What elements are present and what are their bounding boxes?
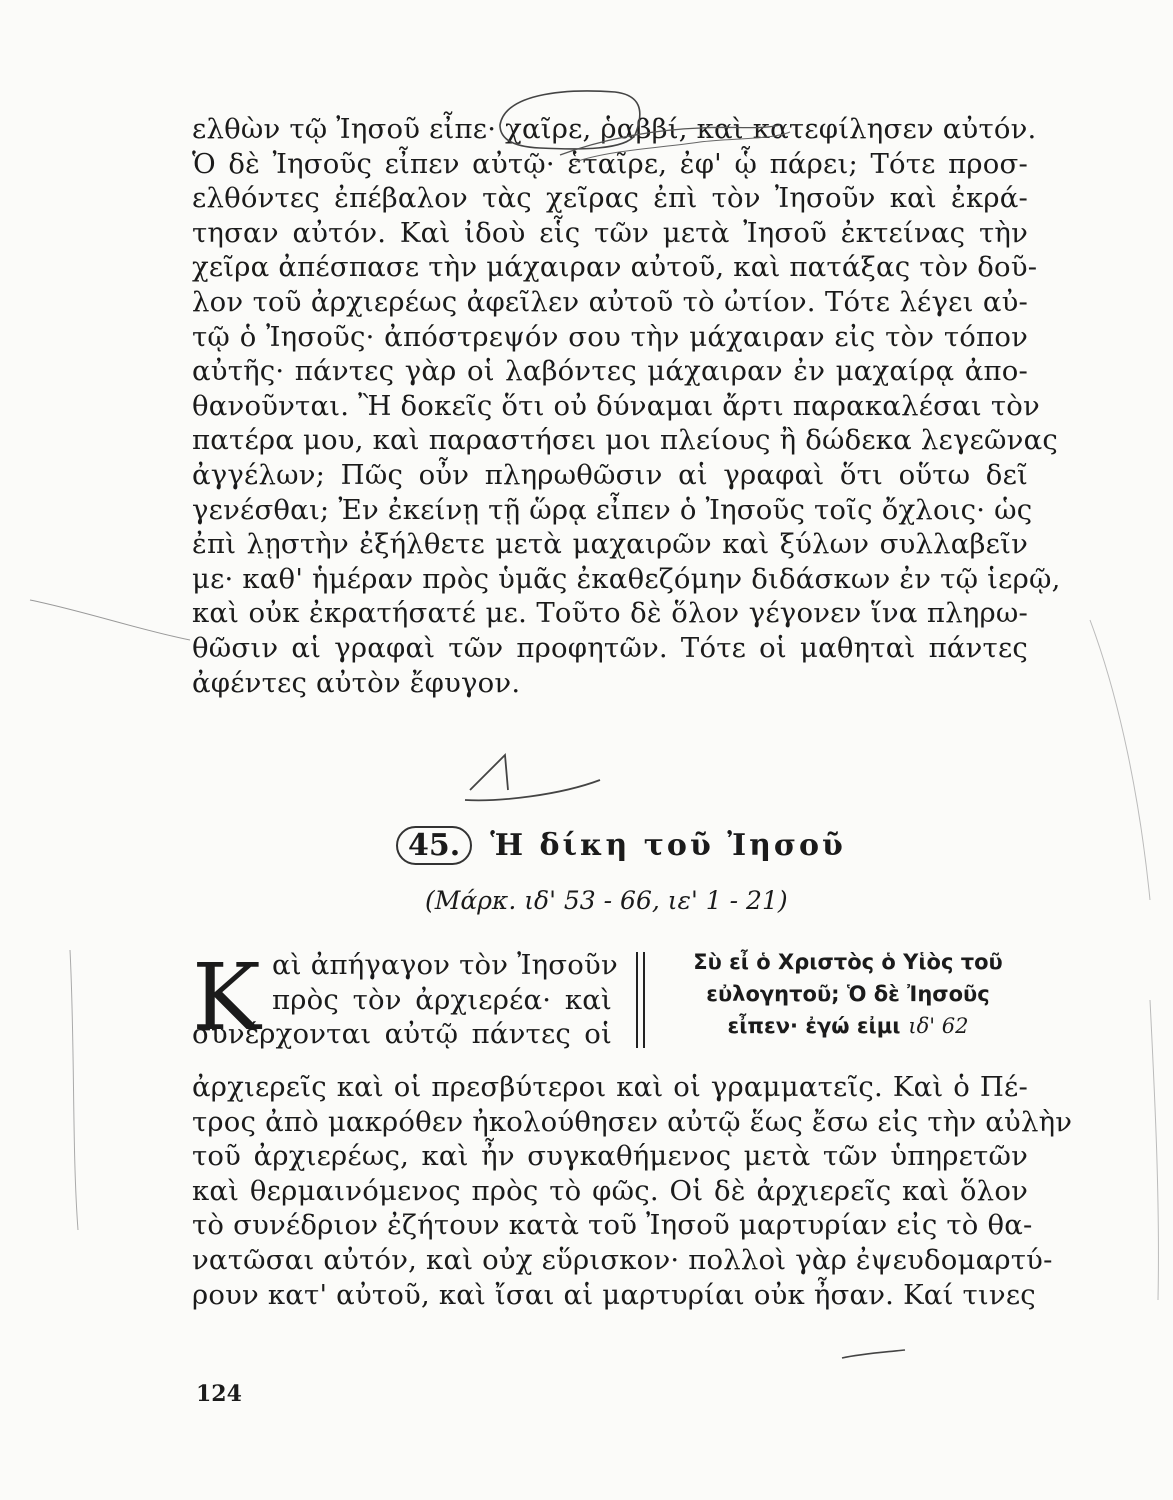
text-line: ἀγγέλων; Πῶς οὖν πληρωθῶσιν αἱ γραφαὶ ὅτι οὕτω δεῖ xyxy=(192,458,1028,491)
text-line: αὶ ἀπήγαγον τὸν Ἰησοῦν xyxy=(272,949,618,981)
text-line: γενέσθαι; Ἐν ἐκείνῃ τῇ ὥρᾳ εἶπεν ὁ Ἰησοῦς τοῖς ὄχλοις· ὡς xyxy=(192,493,1033,526)
text-line: τῷ ὁ Ἰησοῦς· ἀπόστρεψόν σου τὴν μάχαιραν εἰς τὸν τόπον xyxy=(192,320,1028,353)
page-number: 124 xyxy=(196,1381,242,1407)
section-reference: (Μάρκ. ιδ' 53 - 66, ιε' 1 - 21) xyxy=(425,886,788,915)
text-line: τὸ συνέδριον ἐζήτουν κατὰ τοῦ Ἰησοῦ μαρτυρίαν εἰς τὸ θα- xyxy=(192,1209,1033,1242)
text-line: πρὸς τὸν ἀρχιερέα· καὶ xyxy=(272,983,612,1016)
section-heading xyxy=(396,826,846,865)
quote-line: εἶπεν· ἐγώ εἰμι xyxy=(727,1014,901,1038)
text-line: τρος ἀπὸ μακρόθεν ἠκολούθησεν αὐτῷ ἕως ἔσω εἰς τὴν αὐλὴν xyxy=(192,1105,1073,1138)
column-divider xyxy=(643,952,645,1048)
text-line: καὶ θερμαινόμενος πρὸς τὸ φῶς. Οἱ δὲ ἀρχιερεῖς καὶ ὅλον xyxy=(192,1174,1028,1207)
text-line: ρουν κατ' αὐτοῦ, καὶ ἴσαι αἱ μαρτυρίαι οὐκ ἦσαν. Καί τινες xyxy=(192,1278,1036,1311)
text-line: χεῖρα ἀπέσπασε τὴν μάχαιραν αὐτοῦ, καὶ πατάξας τὸν δοῦ- xyxy=(192,251,1038,284)
text-line: με· καθ' ἡμέραν πρὸς ὑμᾶς ἐκαθεζόμην διδάσκων ἐν τῷ ἱερῷ, xyxy=(192,562,1061,595)
text-line: λον τοῦ ἀρχιερέως ἀφεῖλεν αὐτοῦ τὸ ὠτίον. Τότε λέγει αὐ- xyxy=(192,285,1028,318)
text-line: καὶ οὐκ ἐκρατήσατέ με. Τοῦτο δὲ ὅλον γέγονεν ἵνα πληρω- xyxy=(192,597,1028,630)
quote-line: Σὺ εἶ ὁ Χριστὸς ὁ Υἱὸς τοῦ xyxy=(693,950,1003,974)
text-line: ἀρχιερεῖς καὶ οἱ πρεσβύτεροι καὶ οἱ γραμματεῖς. Καὶ ὁ Πέ- xyxy=(192,1071,1028,1103)
quote-line-last xyxy=(668,1010,1028,1042)
text-line: συνέρχονται αὐτῷ πάντες οἱ xyxy=(192,1018,612,1051)
text-line: τησαν αὐτόν. Καὶ ἰδοὺ εἷς τῶν μετὰ Ἰησοῦ ἐκτείνας τὴν xyxy=(192,216,1028,249)
quote-line: εὐλογητοῦ; Ὁ δὲ Ἰησοῦς xyxy=(706,982,990,1006)
pencil-margin-line xyxy=(30,600,190,640)
text-line: νατῶσαι αὐτόν, καὶ οὐχ εὕρισκον· πολλοὶ γὰρ ἐψευδομαρτύ- xyxy=(192,1243,1053,1276)
intro-column xyxy=(192,944,618,1052)
sidebar-quote xyxy=(668,946,1028,1042)
paragraph-bottom xyxy=(192,1070,1073,1312)
section-title: Ἡ δίκη τοῦ Ἰησοῦ xyxy=(490,828,846,863)
quote-reference: ιδ' 62 xyxy=(908,1014,969,1038)
column-divider xyxy=(636,952,638,1048)
pencil-margin-line xyxy=(1090,620,1150,900)
drop-cap: Κ xyxy=(192,944,261,1051)
text-line: Ὁ δὲ Ἰησοῦς εἶπεν αὐτῷ· ἑταῖρε, ἐφ' ᾧ πάρει; Τότε προσ- xyxy=(192,147,1028,180)
text-line: αὐτῆς· πάντες γὰρ οἱ λαβόντες μάχαιραν ἐν μαχαίρᾳ ἀπο- xyxy=(192,355,1028,388)
pencil-underline xyxy=(842,1350,905,1358)
text-line: θῶσιν αἱ γραφαὶ τῶν προφητῶν. Τότε οἱ μαθηταὶ πάντες xyxy=(192,631,1028,664)
pencil-margin-line xyxy=(1150,1000,1158,1300)
text-line: ελθόντες ἐπέβαλον τὰς χεῖρας ἐπὶ τὸν Ἰησοῦν καὶ ἐκρά- xyxy=(192,182,1028,215)
text-line: τοῦ ἀρχιερέως, καὶ ἦν συγκαθήμενος μετὰ τῶν ὑπηρετῶν xyxy=(192,1140,1028,1173)
pencil-margin-line xyxy=(70,950,78,1230)
paragraph-top xyxy=(192,112,1061,700)
pencil-end-mark xyxy=(465,755,600,800)
text-line: θανοῦνται. Ἢ δοκεῖς ὅτι οὐ δύναμαι ἄρτι παρακαλέσαι τὸν xyxy=(192,389,1040,422)
text-line: πατέρα μου, καὶ παραστήσει μοι πλείους ἢ δώδεκα λεγεῶνας xyxy=(192,424,1058,457)
text-line: ἀφέντες αὐτὸν ἔφυγον. xyxy=(192,666,521,699)
text-line: ελθὼν τῷ Ἰησοῦ εἶπε· χαῖρε, ῥαββί, καὶ κατεφίλησεν αὐτόν. xyxy=(192,113,1037,145)
text-line: ἐπὶ λῃστὴν ἐξήλθετε μετὰ μαχαιρῶν καὶ ξύλων συλλαβεῖν xyxy=(192,528,1028,561)
section-number: 45. xyxy=(396,826,472,865)
